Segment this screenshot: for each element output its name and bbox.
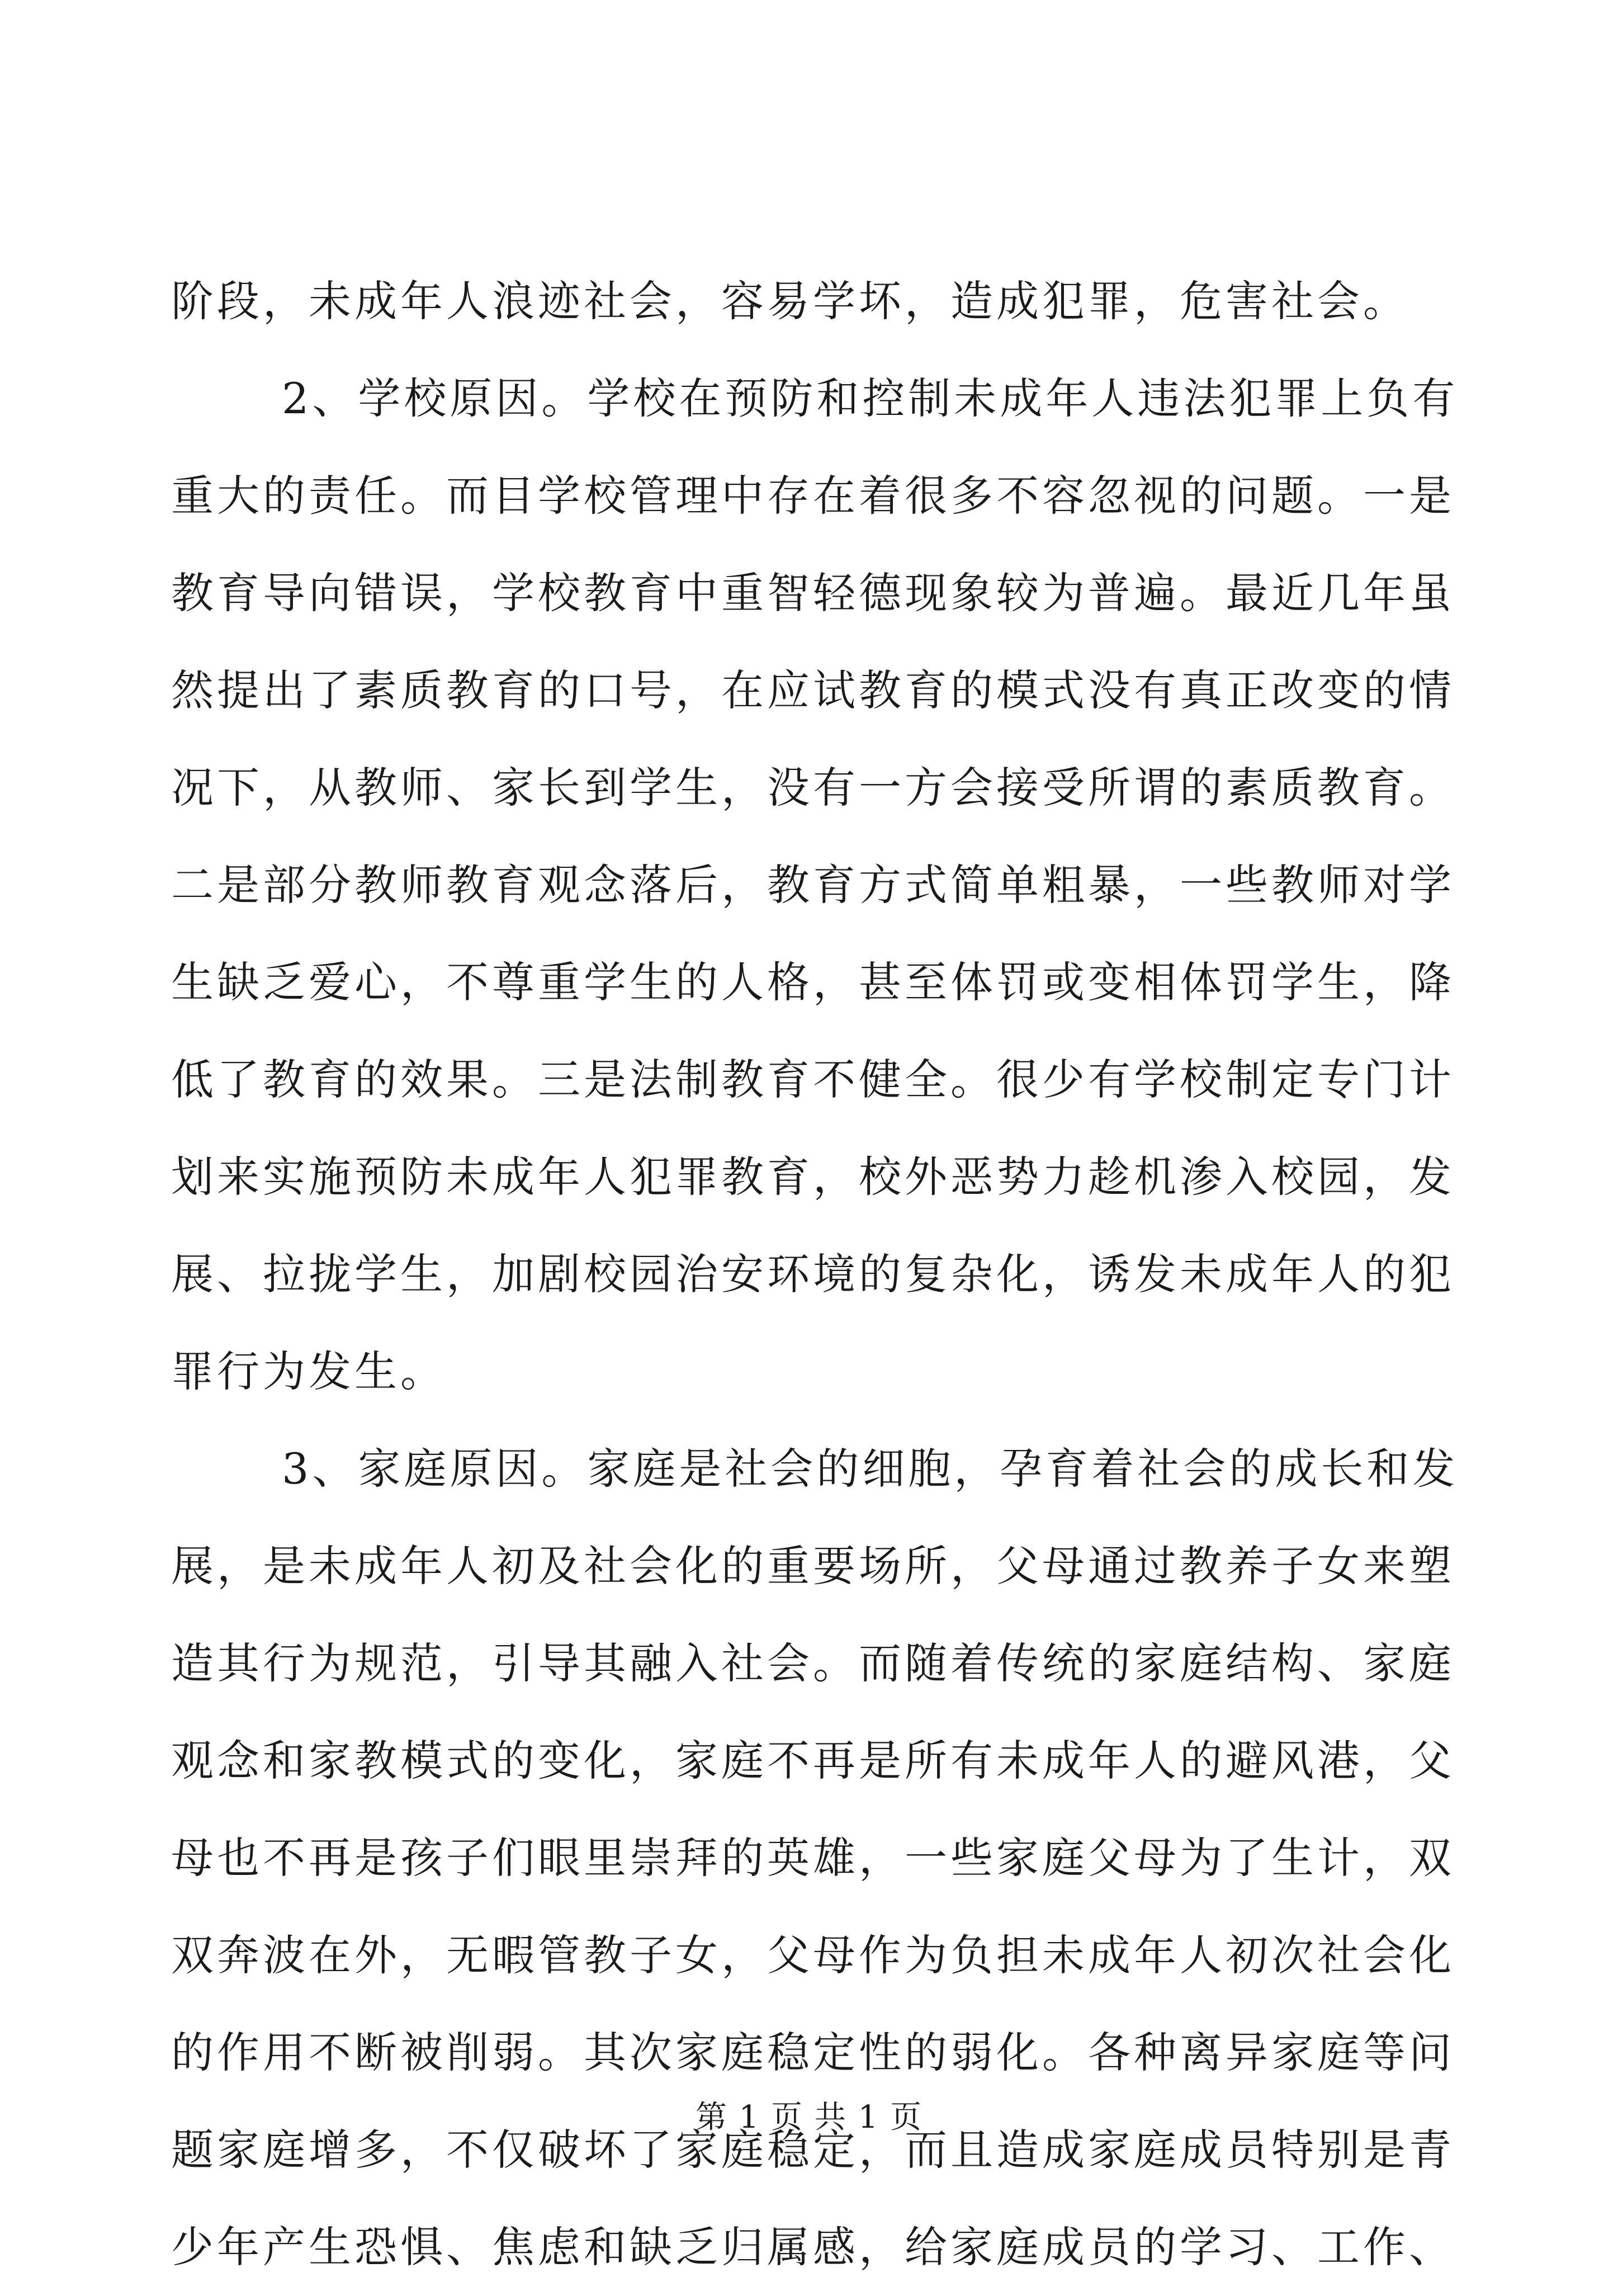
text-line: 划来实施预防未成年人犯罪教育，校外恶势力趁机渗入校园，发 <box>171 1152 1455 1202</box>
text-line: 少年产生恐惧、焦虑和缺乏归属感，给家庭成员的学习、工作、 <box>171 2222 1455 2272</box>
page-number-footer: 第 1 页 共 1 页 <box>695 2099 923 2136</box>
text-line: 母也不再是孩子们眼里崇拜的英雄，一些家庭父母为了生计，双 <box>171 1833 1455 1883</box>
text-line: 展，是未成年人初及社会化的重要场所，父母通过教养子女来塑 <box>171 1541 1455 1591</box>
text-line: 展、拉拢学生，加剧校园治安环境的复杂化，诱发未成年人的犯 <box>171 1249 1455 1299</box>
text-line: 况下，从教师、家长到学生，没有一方会接受所谓的素质教育。 <box>171 763 1455 812</box>
body-text <box>171 253 1459 2296</box>
text-line: 造其行为规范，引导其融入社会。而随着传统的家庭结构、家庭 <box>171 1638 1455 1688</box>
text-line: 二是部分教师教育观念落后，教育方式简单粗暴，一些教师对学 <box>171 860 1455 910</box>
text-line: 低了教育的效果。三是法制教育不健全。很少有学校制定专门计 <box>171 1055 1455 1104</box>
text-line: 生缺乏爱心，不尊重学生的人格，甚至体罚或变相体罚学生，降 <box>171 957 1455 1007</box>
text-line: 罪行为发生。 <box>171 1347 446 1396</box>
paragraph-start-line: 3、家庭原因。家庭是社会的细胞，孕育着社会的成长和发 <box>282 1444 1459 1494</box>
text-line: 双奔波在外，无暇管教子女，父母作为负担未成年人初次社会化 <box>171 1930 1455 1980</box>
text-line: 然提出了素质教育的口号，在应试教育的模式没有真正改变的情 <box>171 665 1455 715</box>
text-line: 阶段，未成年人浪迹社会，容易学坏，造成犯罪，危害社会。 <box>171 276 1409 326</box>
paragraph-start-line: 2、学校原因。学校在预防和控制未成年人违法犯罪上负有 <box>282 374 1459 423</box>
text-line: 的作用不断被削弱。其次家庭稳定性的弱化。各种离异家庭等问 <box>171 2028 1455 2077</box>
text-line: 重大的责任。而目学校管理中存在着很多不容忽视的问题。一是 <box>171 471 1455 521</box>
text-line: 教育导向错误，学校教育中重智轻德现象较为普遍。最近几年虽 <box>171 568 1455 618</box>
text-line: 观念和家教模式的变化，家庭不再是所有未成年人的避风港，父 <box>171 1736 1455 1785</box>
text-line: 题家庭增多，不仅破坏了家庭稳定，而且造成家庭成员特别是青 <box>171 2125 1455 2175</box>
